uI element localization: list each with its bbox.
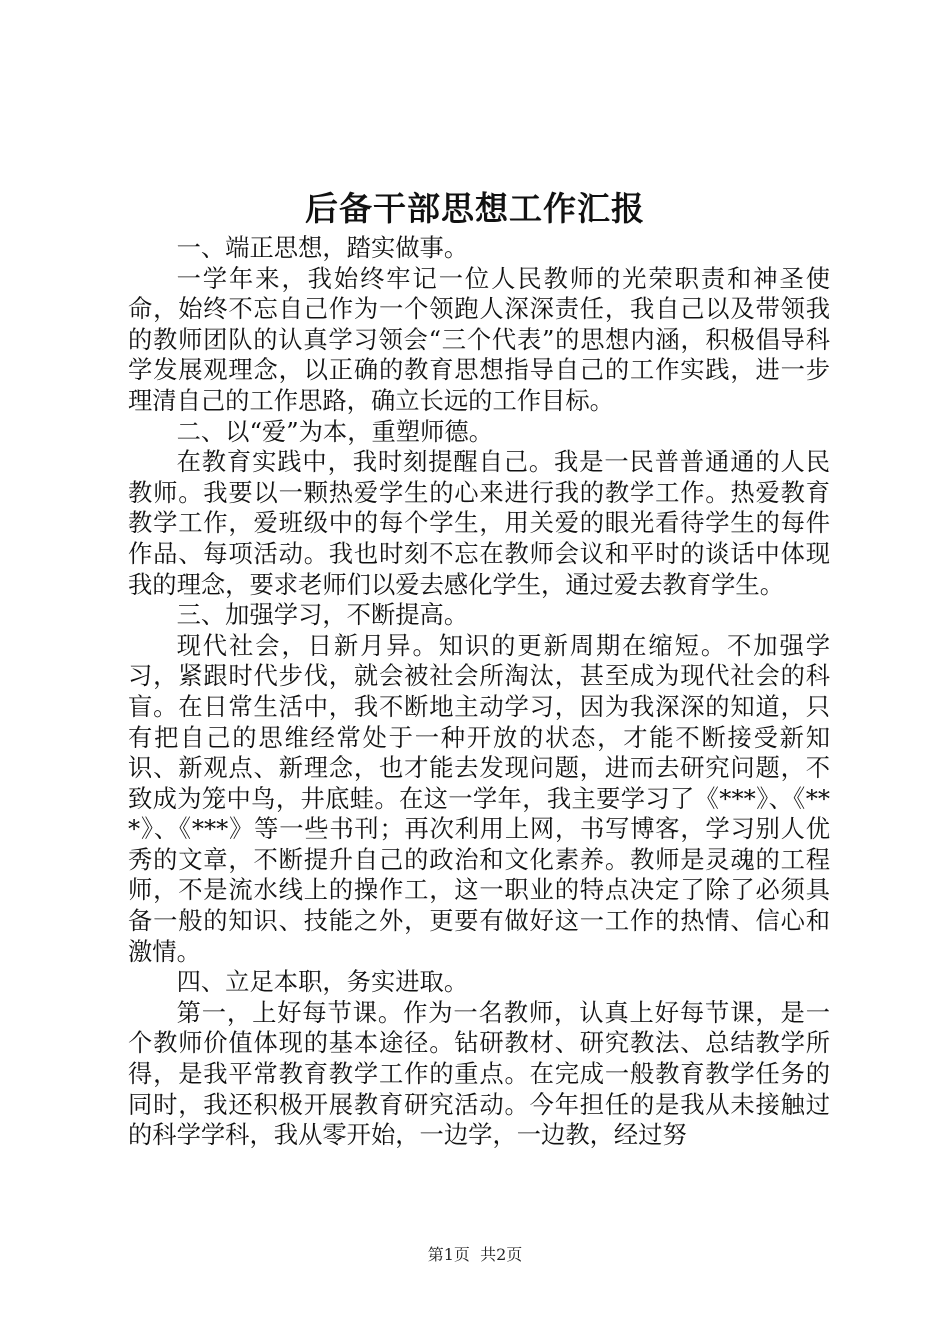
paragraph-4: 第一，上好每节课。作为一名教师，认真上好每节课，是一个教师价值体现的基本途径。钻研教材、研究教法、总结教学所得，是我平常教育教学工作的重点。在完成一般教育教学任务的同时，我还积极开展教育研究活动。今年担任的是我从未接触过的科学学科，我从零开始，一边学，一边教，经过努 [128, 997, 830, 1150]
document-title: 后备干部思想工作汇报 [305, 189, 645, 228]
section-heading-4: 四、立足本职，务实进取。 [176, 967, 469, 997]
section-heading-3: 三、加强学习，不断提高。 [176, 600, 469, 630]
paragraph-1: 一学年来，我始终牢记一位人民教师的光荣职责和神圣使命，始终不忘自己作为一个领跑人深深责任，我自己以及带领我的教师团队的认真学习领会“三个代表”的思想内涵，积极倡导科学发展观理念，以正确的教育思想指导自己的工作实践，进一步理清自己的工作思路，确立长远的工作目标。 [128, 263, 830, 415]
paragraph-3: 现代社会，日新月异。知识的更新周期在缩短。不加强学习，紧跟时代步伐，就会被社会所淘汰，甚至成为现代社会的科盲。在日常生活中，我不断地主动学习，因为我深深的知道，只有把自己的思维经常处于一种开放的状态，才能不断接受新知识、新观点、新理念，也才能去发现问题，进而去研究问题，不致成为笼中鸟，井底蛙。在这一学年，我主要学习了《***》、《***》、《***》等一些书刊；再次利用上网，书写博客，学习别人优秀的文章，不断提升自己的政治和文化素养。教师是灵魂的工程师，不是流水线上的操作工，这一职业的特点决定了除了必须具备一般的知识、技能之外，更要有做好这一工作的热情、信心和激情。 [128, 630, 830, 966]
section-heading-2: 二、以“爱”为本，重塑师德。 [176, 416, 493, 446]
paragraph-2: 在教育实践中，我时刻提醒自己。我是一民普普通通的人民教师。我要以一颗热爱学生的心来进行我的教学工作。热爱教育教学工作，爱班级中的每个学生，用关爱的眼光看待学生的每件作品、每项活动。我也时刻不忘在教师会议和平时的谈话中体现我的理念，要求老师们以爱去感化学生，通过爱去教育学生。 [128, 447, 830, 599]
document-body [128, 233, 830, 1151]
section-heading-1: 一、端正思想，踏实做事。 [176, 233, 469, 262]
page-number: 第1页 共2页 [427, 1245, 523, 1264]
page-footer [0, 1245, 950, 1265]
